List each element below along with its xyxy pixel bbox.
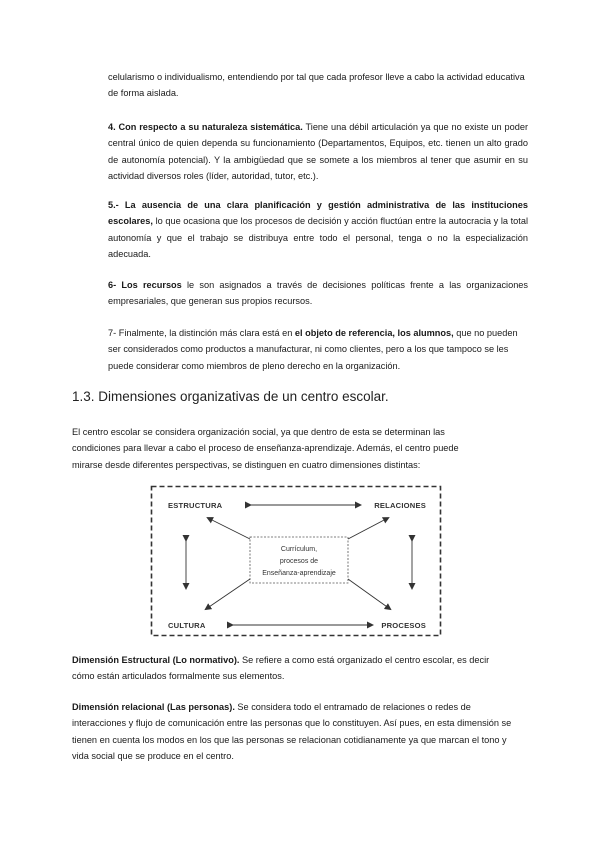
- paragraph-text: que no pueden ser considerados como productos a manufacturar, ni como clientes, pero a los que tampoco se les puede considerar como miembros de pleno derecho en la organización.: [108, 328, 518, 371]
- paragraph-text: Se considera todo el entramado de relaciones o redes de interacciones y flujo de comunicación entre las personas que lo constituyen. Así pues, en esta dimensión se tienen en cuenta los modos en los que las personas se relacionan cotidianamente ya que marcan el tono y vida social que se produce en el centro.: [72, 702, 512, 762]
- paragraph-recursos: [108, 277, 528, 310]
- paragraph-bold-lead: Dimensión relacional (Las personas).: [72, 702, 235, 712]
- arrow-diagonal-bottom-right: [348, 579, 390, 609]
- section-heading: 1.3. Dimensiones organizativas de un centro escolar.: [72, 389, 389, 404]
- paragraph-text: celularismo o individualismo, entendiendo por tal que cada profesor lleve a cabo la actividad educativa de forma aislada.: [108, 72, 525, 99]
- dimensions-diagram: [150, 485, 442, 637]
- paragraph-text: le son asignados a través de decisiones políticas frente a las organizaciones empresariales, que generan sus propios recursos.: [108, 280, 529, 307]
- paragraph-bold-lead: 6- Los recursos: [108, 280, 182, 290]
- paragraph-text: lo que ocasiona que los procesos de decisión y acción fluctúan entre la autocracia y la total autonomía y que el trabajo se distribuya entre todo el personal, tenga o no la especialización adecuada.: [108, 216, 528, 260]
- paragraph-text: El centro escolar se considera organización social, ya que dentro de esta se determinan las condiciones para llevar a cabo el proceso de enseñanza-aprendizaje. Además, el centro puede mirarse desde diferentes perspectivas, se distinguen en cuatro dimensiones distintas:: [72, 427, 459, 470]
- paragraph-dimension-relacional: [72, 699, 514, 765]
- paragraph-dimension-estructural: [72, 652, 510, 685]
- arrow-diagonal-bottom-left: [206, 579, 250, 609]
- diagram-label-procesos: PROCESOS: [381, 621, 426, 630]
- center-text-line2: procesos de: [279, 558, 319, 565]
- paragraph-bold-lead: 5.- La ausencia de una clara planificación y gestión administrativa de las instituciones escolares,: [108, 200, 528, 227]
- diagram-label-cultura: CULTURA: [168, 621, 206, 630]
- center-text-line1: Currículum,: [280, 546, 318, 553]
- paragraph-bold-lead: 4. Con respecto a su naturaleza sistemática.: [108, 122, 303, 132]
- arrow-diagonal-top-right: [348, 518, 388, 539]
- paragraph-text: Se refiere a como está organizado el centro escolar, es decir cómo están articulados formalmente sus elementos.: [72, 655, 490, 682]
- paragraph-objeto-referencia: [108, 325, 528, 374]
- paragraph-text: Tiene una débil articulación ya que no existe un poder central único de quien dependa su funcionamiento (Departamentos, Equipos, etc. tienen un alto grado de autonomía potencial). Y la ambigüedad que se somete a los miembros al tener que asumir en su actividad diversos roles (líder, autoridad, tutor, etc.).: [108, 122, 529, 182]
- paragraph-text-pre: 7- Finalmente, la distinción más clara está en: [108, 328, 295, 338]
- paragraph-bold-lead: Dimensión Estructural (Lo normativo).: [72, 655, 240, 665]
- center-text-line3: Enseñanza-aprendizaje: [262, 570, 336, 577]
- paragraph-naturaleza-sistematica: [108, 119, 528, 185]
- arrow-diagonal-top-left: [208, 518, 250, 539]
- diagram-label-relaciones: RELACIONES: [374, 501, 426, 510]
- paragraph-planificacion: [108, 197, 528, 263]
- paragraph-dimensiones-intro: [72, 424, 490, 473]
- diagram-label-estructura: ESTRUCTURA: [168, 501, 223, 510]
- paragraph-bold-phrase: el objeto de referencia, los alumnos,: [294, 328, 454, 338]
- paragraph-individualismo: [108, 69, 528, 102]
